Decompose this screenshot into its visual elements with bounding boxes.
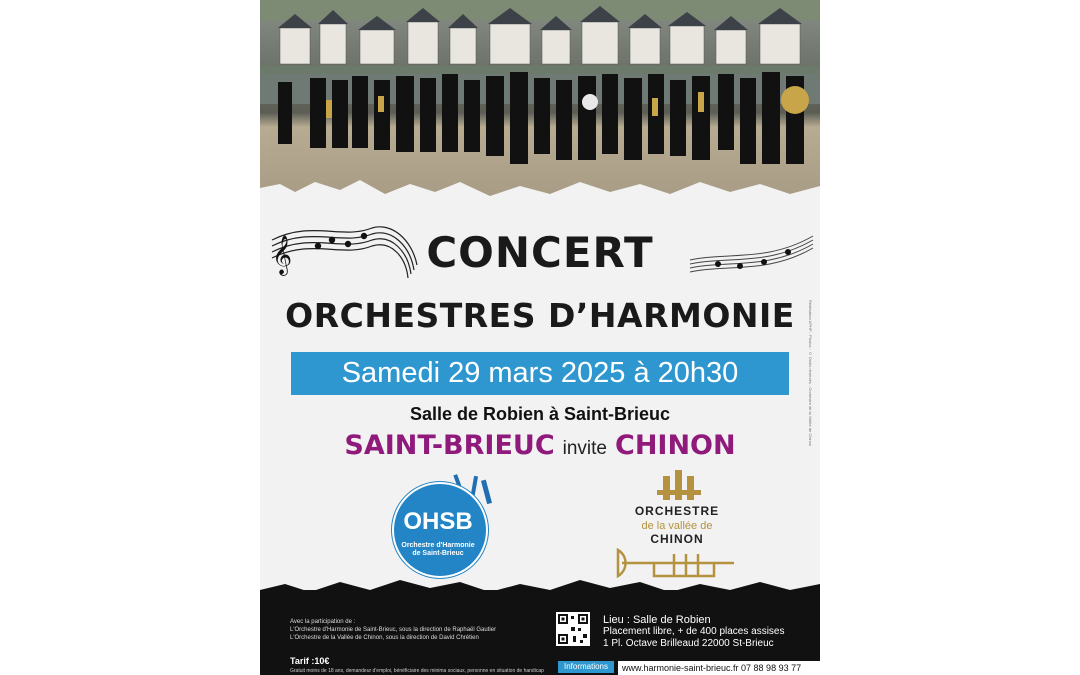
ohsb-fullname	[398, 542, 478, 558]
chinon-logo-line3: CHINON	[650, 532, 704, 546]
tarif-note: Gratuit moins de 18 ans, demandeur d'emploi, bénéficiaire des minima sociaux, personne en situation de handicap	[290, 668, 544, 674]
venue-details	[603, 614, 785, 650]
concert-poster	[260, 0, 820, 675]
chinon-logo-line1: ORCHESTRE	[634, 504, 720, 518]
torn-paper-edge	[260, 170, 820, 210]
tarif: Tarif :10€	[290, 656, 330, 666]
invite-line	[260, 430, 820, 461]
svg-text:𝄞: 𝄞	[272, 235, 293, 275]
venue-address: 1 Pl. Octave Brilleaud 22000 St-Brieuc	[603, 638, 774, 649]
ohsb-logo	[388, 472, 508, 582]
concert-title: CONCERT	[426, 228, 654, 277]
ohsb-fullname-line2: de Saint-Brieuc	[412, 550, 464, 557]
website-phone-link[interactable]: www.harmonie-saint-brieuc.fr 07 88 98 93 77	[618, 661, 820, 675]
participation-block	[290, 618, 496, 642]
concert-date: Samedi 29 mars 2025 à 20h30	[291, 352, 789, 395]
invite-word: invite	[562, 438, 607, 459]
concert-venue: Salle de Robien à Saint-Brieuc	[409, 404, 671, 424]
participation-title: Avec la participation de :	[290, 619, 356, 625]
informations-label: Informations	[558, 661, 614, 673]
seating-info: Placement libre, + de 400 places assises	[603, 626, 785, 637]
chinon-logo	[612, 470, 742, 580]
poster-subtitle: ORCHESTRES D’HARMONIE	[285, 296, 795, 335]
guest-city: CHINON	[615, 430, 736, 461]
ohsb-acronym: OHSB	[403, 508, 473, 535]
host-city: SAINT-BRIEUC	[344, 430, 555, 461]
participation-ohsb: L'Orchestre d'Harmonie de Saint-Brieuc, sous la direction de Raphaël Gautier	[290, 627, 497, 633]
chinon-valves-icon	[657, 470, 701, 502]
participation-chinon: L'Orchestre de la Vallée de Chinon, sous la direction de David Chrétien	[290, 635, 479, 641]
ohsb-fullname-line1: Orchestre d'Harmonie	[401, 542, 475, 549]
trumpet-icon	[614, 546, 740, 580]
photo-credit: Réalisation APHP - Photos : © Droits réservés - Orchestre de la Vallée de Chinon	[808, 300, 813, 447]
chinon-logo-line2: de la vallée de	[641, 520, 713, 532]
qr-code-icon[interactable]	[556, 612, 590, 646]
info-footer	[260, 590, 820, 675]
venue-name: Lieu : Salle de Robien	[603, 614, 711, 626]
qr-pattern	[556, 612, 590, 646]
